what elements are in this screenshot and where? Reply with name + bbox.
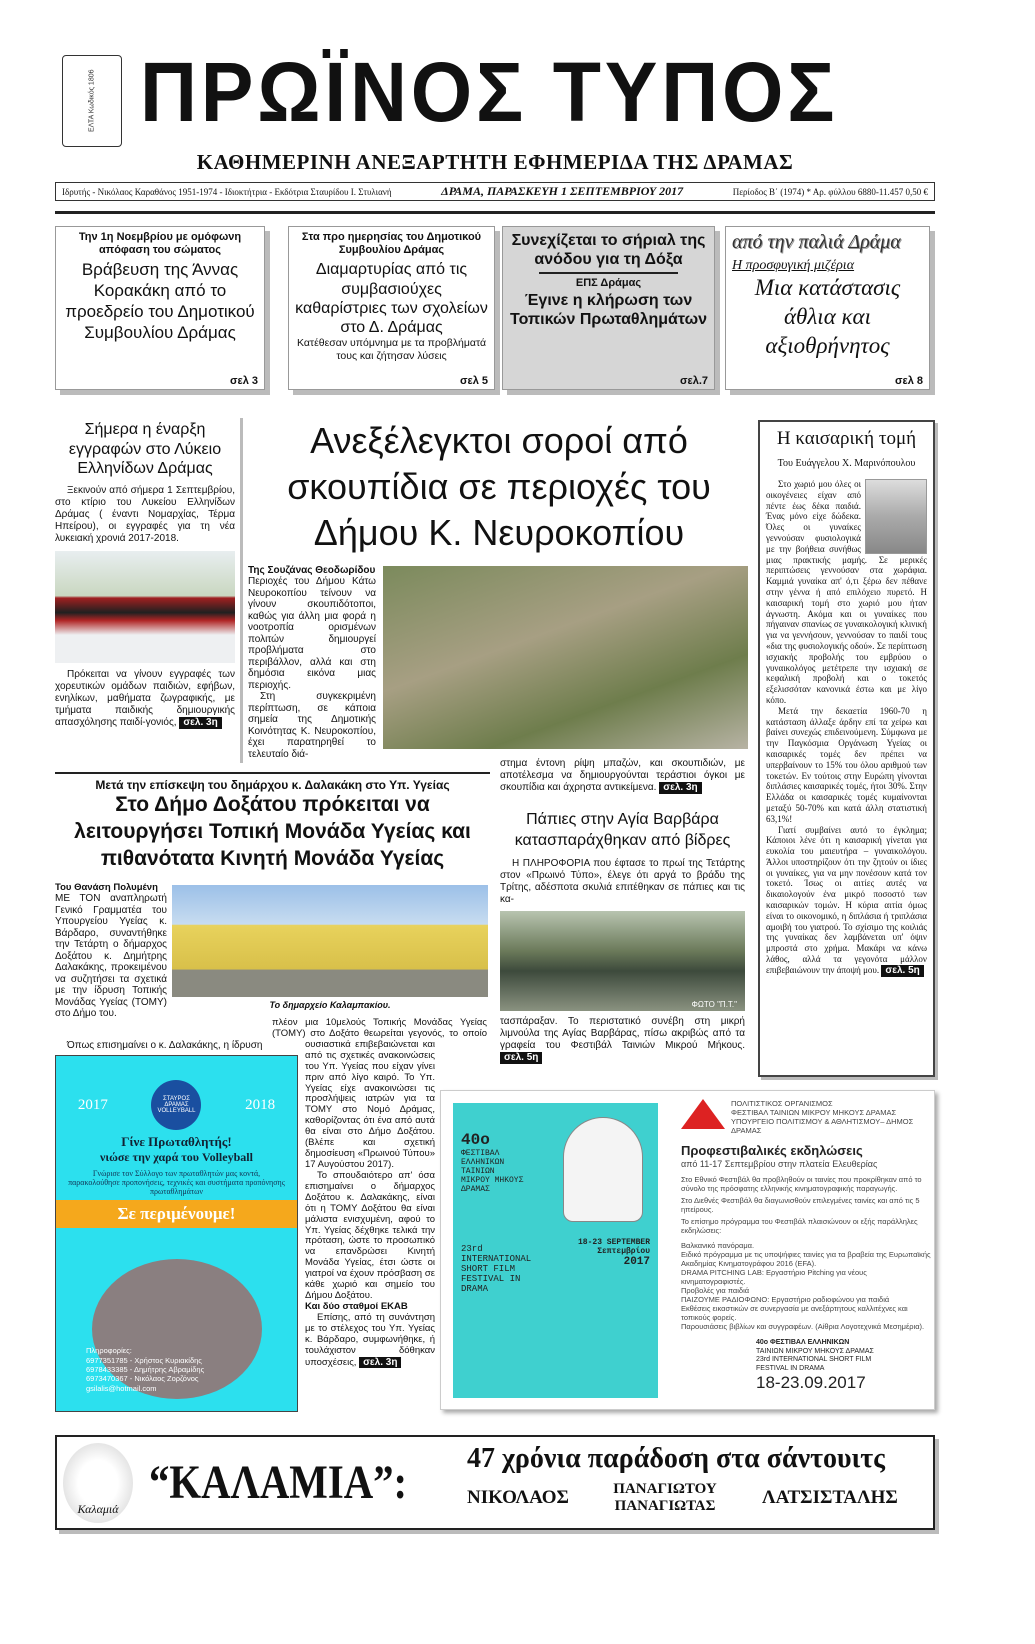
teaser-kicker: Στα προ ημερησίας του Δημοτικού Συμβουλίου Δράμας bbox=[301, 231, 482, 257]
photo-credit: ΦΩΤΟ "Π.Τ." bbox=[691, 999, 737, 1009]
footer-line: 23rd INTERNATIONAL SHORT FILM bbox=[756, 1356, 872, 1364]
article-doxato bbox=[55, 772, 490, 873]
article-text: τασπάραξαν. Το περιστατικό συνέβη στη μικρή λιμνούλα της Αγίας Βαρβάρας, πίσω ακριβώς από τα γραφεία του Φεστιβάλ Ταινιών Μικρού Μήκους. σελ. 5η bbox=[500, 1015, 745, 1063]
festival-bullet: Προβολές για παιδιά bbox=[681, 1286, 750, 1296]
festival-line: Το επίσημο πρόγραμμα του Φεστιβάλ πλαισιώνουν οι εξής παράλληλες εκδηλώσεις: bbox=[681, 1217, 918, 1236]
teaser-kicker: από την παλιά Δράμα bbox=[732, 231, 901, 253]
article-kicker: Μετά την επίσκεψη του δημάρχου κ. Δαλακάκη στο Υπ. Υγείας bbox=[95, 778, 450, 792]
contact-info bbox=[86, 1346, 286, 1393]
garbage-photo bbox=[383, 566, 748, 749]
ad-cta: Σε περιμένουμε! bbox=[56, 1200, 297, 1228]
footer-line: 40ο ΦΕΣΤΙΒΑΛ ΕΛΛΗΝΙΚΩΝ bbox=[756, 1339, 850, 1347]
festival-logo-icon bbox=[681, 1099, 725, 1129]
town-hall-photo bbox=[172, 885, 488, 997]
festival-bullet: ΠΑΙΖΟΥΜΕ ΡΑΔΙΟΦΩΝΟ: Εργαστήριο ραδιοφώνου για παιδιά bbox=[681, 1295, 890, 1305]
ad-title-2: νιώσε την χαρά του Volleyball bbox=[100, 1150, 253, 1164]
festival-ad[interactable] bbox=[440, 1090, 935, 1410]
teaser-headline: Μια κατάστασις άθλια και αξιοθρήνητος bbox=[754, 275, 901, 358]
page-ref: σελ. 5η bbox=[500, 1052, 542, 1064]
footer-line: FESTIVAL IN DRAMA bbox=[756, 1364, 825, 1372]
org-line: ΦΕΣΤΙΒΑΛ ΤΑΙΝΙΩΝ ΜΙΚΡΟΥ ΜΗΚΟΥΣ ΔΡΑΜΑΣ bbox=[731, 1108, 897, 1117]
owner-name: ΛΑΤΣΙΣΤΑΛΗΣ bbox=[762, 1487, 898, 1508]
opinion-title: Η καισαρική τομή bbox=[776, 428, 917, 449]
photo-caption: Το δημαρχείο Καλαμπακίου. bbox=[269, 1000, 391, 1010]
teaser-korakaki[interactable] bbox=[55, 226, 265, 390]
teaser-doxa[interactable] bbox=[502, 226, 715, 390]
ad-title: Γίνε Πρωταθλητής! bbox=[121, 1134, 232, 1149]
article-headline: Πάπιες στην Αγία Βαρβάρα κατασπαράχθηκαν από βίδρες bbox=[514, 811, 731, 849]
poster-edition: 40ο bbox=[461, 1131, 490, 1149]
opinion-text: Στο χωριό μου όλες οι οικογένειες είχαν από πέντε έως δέκα παιδιά. Ένας μόνο είχε δώδεκα. Όλες οι γυναίκες γεννούσαν φυσιολογικά με την βοήθεια συνήθως μιας πρακτικής μαμής. Σε μερικές περιπτώσεις γεννούσαν στα χωράφια. Καμμιά γυναίκα απ' ό,τι ξέρω δεν πέθανε στην γέννα ή από επιλόχειο πυρετό. Η καισαρική τομή στο χωριό μου ήταν άγνωστη. Ακόμα και οι γυναίκες που πήγαιναν σπανίως σε γυναικολογική κλινική για να γεννήσουν, γεννούσαν το παιδί τους «δια της φυσιολογικής οδού». Σε περίπτωση ισχιακής προβολής του εμβρύου ο γυναικολόγος μετέτρεπε την ισχιακή σε κεφαλική προβολή και ο τοκετός εξελισσόταν κανονικά έστω και με λίγο κόπο. Μετά την δεκαετία 1960-70 η κατάσταση άλλαξε άρδην επί τα χείρω και βαίνει συνεχώς επιδεινούμενη. Σύμφωνα με την Παγκόσμια Οργάνωση Υγείας οι καισαρικές τομές δεν πρέπει να υπερβαίνουν το 15% του όλου αριθμού των τοκετών. Εν τούτοις στην Ευρώπη γίνονται διπλάσιες καισαρικές τομές, ήτοι 30%. Στην Ελλάδα οι καισαρικές τομές κυμαίνονται μεταξύ 50-70% και κατά άλλη στατιστική 63,1%! Γιατί συμβαίνει αυτό το έγκλημα; Κάποιοι λένε ότι η καισαρική γίνεται για ευκολία του μαιευτήρα – γυναικολόγου. Άλλοι υποστηρίζουν ότι την ζητούν οι ίδιες οι γυναίκες, για να μην πονέσουν κατά τον τοκετό. Ίσως οι αιτίες αυτές να δικαιολογούν ένα μικρό ποσοστό των καισαρικών τομών. Η κύρια αιτία όμως είναι το οικονομικό, η διπλάσια ή τριπλάσια αμοιβή του γιατρού. Το σχίσιμο της κοιλιάς της γυναίκας δεν λαμβάνεται υπ' όψιν μπροστά στο χρήμα. Μακάρι να κάνω λάθος, αλλά τα γεγονότα μάλλον επιβεβαιώνουν την άποψή μου. σελ. 5η bbox=[766, 479, 927, 976]
article-text-continued: στημα έντονη ρίψη μπαζών, και σκουπιδιών, με αποτέλεσμα να δημιουργούνται τεράστιοι όγκοι με σκουπίδια και άχρηστα αντικείμενα. σελ. 3η bbox=[500, 758, 745, 793]
festival-line: Στο Διεθνές Φεστιβάλ θα διαγωνισθούν επιλεγμένες ταινίες και από τις 5 ηπείρους. bbox=[681, 1196, 920, 1215]
teaser-headline: Συνεχίζεται το σήριαλ της ανόδου για τη Δόξα bbox=[511, 232, 706, 269]
poster-dates-gr: Σεπτεμβρίου bbox=[597, 1247, 650, 1256]
owner-name: ΠΑΝΑΓΙΩΤΟΥ ΠΑΝΑΓΙΩΤΑΣ bbox=[613, 1481, 717, 1514]
poster-line: ΕΛΛΗΝΙΚΩΝ bbox=[461, 1158, 505, 1167]
subheading: Και δύο σταθμοί ΕΚΑΒ bbox=[305, 1300, 408, 1312]
page-ref: σελ.7 bbox=[679, 375, 708, 387]
article-text: ΜΕ ΤΟΝ αναπληρωτή Γενικό Γραμματέα του Υπουργείου Υγείας κ. Βάρδαρο, συναντήθηκε την Τετάρτη ο δήμαρχος Δοξάτου κ. Δημήτρης Δαλακάκης, προκειμένου να συζητήσει τα σχετικά με την ίδρυση Τοπικής Μονάδας Υγείας (ΤΟΜΥ) στο Δήμο του. bbox=[55, 893, 167, 1019]
contact: 6977351785 - Χρήστος Κυριακίδης bbox=[86, 1355, 202, 1365]
info-title: Πληροφορίες: bbox=[86, 1346, 132, 1356]
issue-date: ΔΡΑΜΑ, ΠΑΡΑΣΚΕΥΗ 1 ΣΕΠΤΕΜΒΡΙΟΥ 2017 bbox=[441, 184, 684, 198]
kalamia-banner[interactable] bbox=[55, 1435, 935, 1530]
poster-english: 23rd INTERNATIONAL SHORT FILM FESTIVAL IN DRAMA bbox=[461, 1244, 532, 1294]
article-text: Πρόκειται να γίνουν εγγραφές των χορευτικών ομάδων παιδιών, εφήβων, ενηλίκων, μαθήματα ζωγραφικής, με τμήματα παιδικής δημιουργικής απασχόλησης παιδί-γονιός, σελ. 3η bbox=[55, 668, 235, 728]
ad-text: Γνώρισε τον Σύλλογο των πρωταθλητών μας κοντά, παρακολούθησε προπονήσεις, τεχνικές και συστήματα προπόνησης πρωταθλημάτων bbox=[68, 1169, 285, 1196]
article-text: πλέον μια 10μελούς Τοπικής Μονάδας Υγείας (ΤΟΜΥ) στο Δοξάτο θεωρείται γεγονός, το οποίο ουσιαστικά επιβεβαιώνεται και από τις σχετικές ανακοινώσεις του Υπ. Υγείας που είχαν γίνει πριν από λίγο καιρό. Το Υπ. Υγείας είχε ανακοινώσει τις προσλήψεις ιατρών για τα ΤΟΜΥ στο Νομό Δράμας, καθορίζοντας ότι ένα από αυτά θα είναι στο Δήμο Δοξάτου. (Βλέπε και σχετική δημοσίευση «Πρωινού Τύπου» 17 Αυγούστου 2017). Το σπουδαιότερο απ' όσα επισημαίνει ο δήμαρχος Δοξάτου κ. Δαλακάκης, είναι ότι η ΤΟΜΥ Δοξάτου θα είναι μάλιστα ενισχυμένη, αφού το Υπ. Υγείας δέχθηκε τελικά την πρόταση, ώστε το προσωπικό να επανδρώσει Κινητή Μονάδα Υγείας, έτσι ώστε οι γιατροί να έχουν πρόσβαση σε κάθε χωριό και σημείο του Δήμου Δοξάτου. Και δύο σταθμοί ΕΚΑΒ Επίσης, από τη συνάντηση με το στέλεχος του Υπ. Υγείας κ. Βάρδαρο, συμφωνήθηκε, ή τουλάχιστον δόθηκαν υποσχέσεις, σελ. 3η bbox=[272, 1017, 487, 1368]
postal-stamp: ΕΛΤΑ Κωδικός 1806 bbox=[62, 55, 122, 147]
author-photo bbox=[865, 479, 927, 554]
org-line: ΥΠΟΥΡΓΕΙΟ ΠΟΛΙΤΙΣΜΟΥ & ΑΘΛΗΤΙΣΜΟΥ– ΔΗΜΟΣ ΔΡΑΜΑΣ bbox=[731, 1117, 914, 1135]
doxato-col1 bbox=[55, 882, 167, 1020]
info-bar bbox=[55, 182, 935, 201]
teaser-headline: Βράβευση της Άννας Κορακάκη από το προεδρείο του Δημοτικού Συμβουλίου Δράμας bbox=[65, 260, 255, 342]
teaser-headline-2: Έγινε η κλήρωση των Τοπικών Πρωταθλημάτων bbox=[510, 291, 707, 328]
footer-line: ΤΑΙΝΙΩΝ ΜΙΚΡΟΥ ΜΗΚΟΥΣ ΔΡΑΜΑΣ bbox=[756, 1347, 874, 1355]
festival-bullet: Βαλκανικό πανόραμα. bbox=[681, 1241, 755, 1251]
article-text: Όπως επισημαίνει ο κ. Δαλακάκης, η ίδρυση bbox=[67, 1040, 263, 1051]
festival-title: Προφεστιβαλικές εκδηλώσεις bbox=[681, 1143, 863, 1158]
byline: Της Σουζάνας Θεοδωρίδου bbox=[248, 565, 376, 576]
teaser-kicker: Την 1η Νοεμβρίου με ομόφωνη απόφαση του σώματος bbox=[78, 231, 242, 257]
volleyball-ad[interactable] bbox=[55, 1055, 298, 1412]
teaser-cleaners[interactable] bbox=[288, 226, 495, 390]
poster-line: ΤΑΙΝΙΩΝ bbox=[461, 1167, 495, 1176]
poster-dates: 18-23 SEPTEMBER bbox=[577, 1238, 650, 1247]
founder-line: Ιδρυτής - Νικόλαος Καραθάνος 1951-1974 - Ιδιοκτήτρια - Εκδότρια Σταυρίδου Ι. Στυλιανή bbox=[62, 186, 392, 197]
year-end: 2018 bbox=[245, 1096, 276, 1113]
dancers-photo bbox=[55, 551, 235, 663]
article-headline: Σήμερα η έναρξη εγγραφών στο Λύκειο Ελληνίδων Δράμας bbox=[68, 421, 222, 478]
org-line: ΠΟΛΙΤΙΣΤΙΚΟΣ ΟΡΓΑΝΙΣΜΟΣ bbox=[731, 1099, 833, 1108]
article-text: Ξεκινούν από σήμερα 1 Σεπτεμβρίου, στο κτίριο του Λυκείου Ελληνίδων Δράμας ( έναντι Νομαρχίας, Τέρμα Ηπείρου), οι εγγραφές για τη νέα λυκειακή χρονιά 2017-2018. bbox=[55, 484, 235, 544]
owner-name: ΝΙΚΟΛΑΟΣ bbox=[467, 1487, 569, 1508]
email: gsilalis@hotmail.com bbox=[86, 1383, 157, 1393]
article-text: Η ΠΛΗΡΟΦΟΡΙΑ που έφτασε το πρωί της Τετάρτης στον «Πρωινό Τύπο», έλεγε ότι αργά το βράδυ της Τρίτης, αδέσποτα σκυλιά επιτέθηκαν σε πάπιες και τις κα- bbox=[500, 857, 745, 905]
festival-bullet: Παρουσιάσεις βιβλίων και συγγραφέων. (Αίθρια Λογοτεχνικά Μεσημέρια). bbox=[681, 1322, 925, 1332]
newspaper-subtitle: ΚΑΘΗΜΕΡΙΝΗ ΑΝΕΞΑΡΤΗΤΗ ΕΦΗΜΕΡΙΔΑ ΤΗΣ ΔΡΑΜΑΣ bbox=[196, 150, 794, 174]
newspaper-title: ΠΡΩΪΝΟΣ ΤΥΠΟΣ bbox=[140, 45, 839, 139]
teaser-sub: Η προσφυγική μιζέρια bbox=[732, 258, 855, 273]
teaser-old-drama[interactable] bbox=[725, 226, 930, 390]
festival-subtitle: από 11-17 Σεπτεμβρίου στην πλατεία Ελευθερίας bbox=[681, 1158, 878, 1169]
page-ref: σελ. 5η bbox=[881, 965, 923, 977]
footer-dates: 18-23.09.2017 bbox=[756, 1372, 866, 1392]
shop-name: “ΚΑΛΑΜΙΑ”: bbox=[149, 1456, 408, 1509]
pond-photo bbox=[500, 911, 745, 1011]
teaser-headline: Διαμαρτυρίας από τις συμβασιούχες καθαρίστριες των σχολείων στο Δ. Δράμας bbox=[295, 261, 488, 336]
issue-number: Περίοδος Β΄ (1974) * Αρ. φύλλου 6880-11.457 0,50 € bbox=[732, 186, 928, 197]
festival-poster bbox=[453, 1103, 658, 1398]
poster-line: ΜΙΚΡΟΥ ΜΗΚΟΥΣ bbox=[461, 1176, 524, 1185]
teaser-sub: Κατέθεσαν υπόμνημα με τα προβλήματά τους και ζήτησαν λύσεις bbox=[296, 337, 487, 362]
article-papies bbox=[500, 810, 745, 1064]
page-ref: σελ 8 bbox=[894, 375, 923, 387]
shop-slogan: 47 χρόνια παράδοση στα σάντουιτς bbox=[467, 1443, 885, 1474]
contact: 6973470367 - Νικόλαος Ζορζόνος bbox=[86, 1374, 199, 1384]
page-ref: σελ. 3η bbox=[659, 782, 701, 794]
page-ref: σελ. 3η bbox=[359, 1357, 401, 1369]
contact: 6978433385 - Δημήτρης Αβραμίδης bbox=[86, 1364, 205, 1374]
festival-bullet: Ειδικό πρόγραμμα με τις υποψήφιες ταινίες για τα βραβεία της Ευρωπαϊκής Ακαδημίας Κινηματογράφου 2016 (EFA). bbox=[681, 1250, 931, 1269]
year-start: 2017 bbox=[77, 1096, 108, 1113]
article-lykeio bbox=[55, 420, 235, 729]
article-text: Περιοχές του Δήμου Κάτω Νευροκοπίου τείνουν να γίνουν σκουπιδότοποι, καθώς για άλλη μια φορά η νοοτροπία ορισμένων πολιτών δημιουργεί προβλήματα στο περιβάλλον, αλλά και στη δημόσια εικόνα μιας περιοχής. Στη συγκεκριμένη περίπτωση, σε κάποια σημεία της Δημοτικής Κοινότητας Κ. Νευροκοπίου, έχει παρατηρηθεί το τελευταίο διά- bbox=[248, 576, 376, 760]
byline: Του Θανάση Πολυμένη bbox=[55, 882, 158, 893]
page-ref: σελ. 3η bbox=[179, 717, 221, 729]
page-ref: σελ 3 bbox=[229, 375, 258, 387]
festival-bullet: Εκθέσεις εικαστικών σε συνεργασία με ανεξάρτητους καλλιτέχνες και τοπικούς φορείς. bbox=[681, 1304, 908, 1323]
opinion-column bbox=[758, 420, 935, 1077]
festival-bullet: DRAMA PITCHING LAB: Εργαστήριο Pitching για νέους κινηματογραφιστές. bbox=[681, 1268, 867, 1287]
poster-year: 2017 bbox=[623, 1256, 650, 1268]
club-logo: ΣΤΑΥΡΟΣ ΔΡΑΜΑΣ VOLLEYBALL bbox=[151, 1080, 201, 1130]
main-headline: Ανεξέλεγκτοι σοροί από σκουπίδια σε περιοχές του Δήμου Κ. Νευροκοπίου bbox=[287, 420, 711, 554]
poster-line: ΔΡΑΜΑΣ bbox=[461, 1185, 490, 1194]
poster-line: ΦΕΣΤΙΒΑΛ bbox=[461, 1149, 500, 1158]
teaser-kicker: ΕΠΣ Δράμας bbox=[575, 277, 642, 290]
opinion-author: Του Ευάγγελου Χ. Μαρινόπουλου bbox=[777, 458, 916, 469]
masthead-rule bbox=[55, 211, 935, 214]
kalamia-logo: Καλαμιά bbox=[63, 1443, 133, 1523]
article-headline: Στο Δήμο Δοξάτου πρόκειται να λειτουργήσει Τοπική Μονάδα Υγείας και πιθανότατα Κινητή Μονάδα Υγείας bbox=[74, 793, 471, 870]
article-garbage bbox=[240, 418, 750, 763]
page-ref: σελ 5 bbox=[459, 375, 488, 387]
festival-line: Στο Εθνικό Φεστιβάλ θα προβληθούν οι ταινίες που προκρίθηκαν από το σύνολο της πρόσφατης ελληνικής κινηματογραφικής παραγωγής. bbox=[681, 1175, 922, 1194]
